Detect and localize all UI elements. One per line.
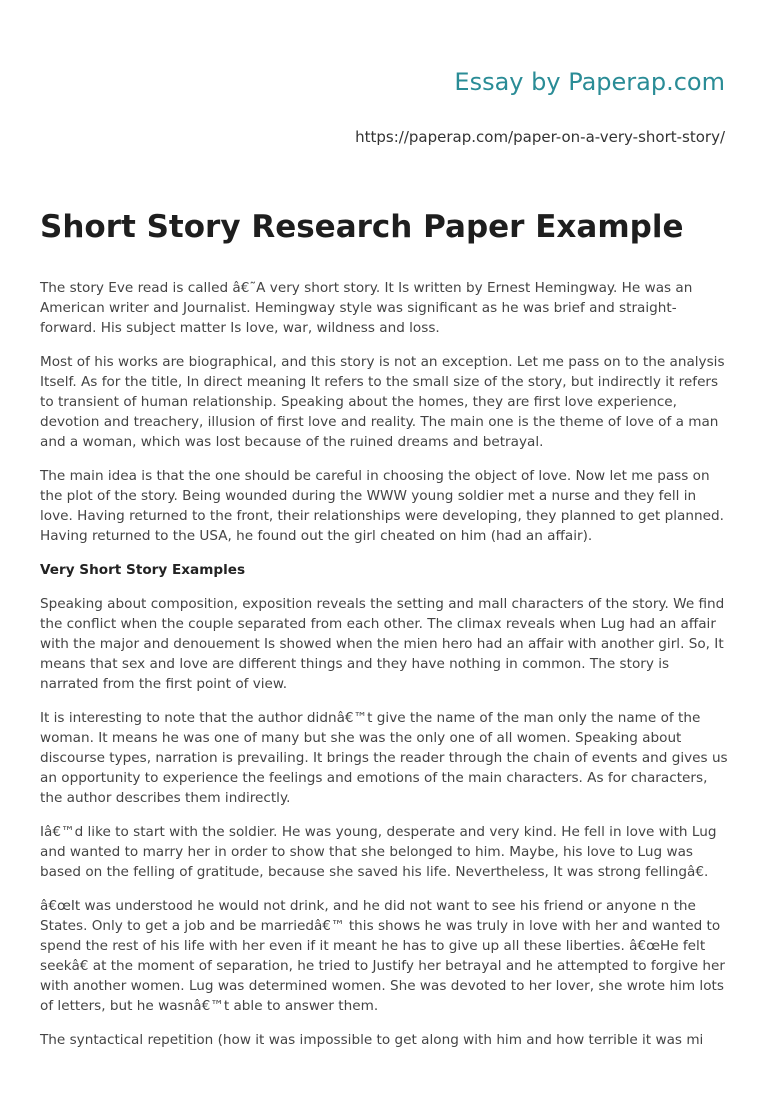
paragraph: The syntactical repetition (how it was impossible to get along with him and how terrible it was mi [40, 1032, 704, 1048]
page-title: Short Story Research Paper Example [40, 209, 684, 245]
paragraph: The main idea is that the one should be careful in choosing the object of love. Now let me pass on the plot of the story. Being wounded during the WWW young soldier met a nurse and they fell in love. Having returned to the front, their relationships were developing, they planned to get planned. Having returned to the USA, he found out the girl cheated on him (had an affair). [40, 468, 724, 544]
essay-body [40, 278, 730, 1064]
paragraph: Most of his works are biographical, and this story is not an exception. Let me pass on to the analysis Itself. As for the title, In direct meaning It refers to the small size of the story, but indirectly it refers to transient of human relationship. Speaking about the homes, they are first love experience, devotion and treachery, illusion of first love and reality. The main one is the theme of love of a man and a woman, which was lost because of the ruined dreams and betrayal. [40, 354, 725, 450]
brand-name[interactable]: Essay by Paperap.com [454, 68, 725, 96]
paragraph: â€œIt was understood he would not drink, and he did not want to see his friend or anyone n the States. Only to get a job and be marriedâ€™ this shows he was truly in love with her and wanted to spend the rest of his life with her even if it meant he has to give up all these liberties. â€œHe felt seekâ€ at the moment of separation, he tried to Justify her betrayal and he attempted to forgive her with another women. Lug was determined women. She was devoted to her lover, she wrote him lots of letters, but he wasnâ€™t able to answer them. [40, 898, 726, 1014]
paragraph: The story Eve read is called â€˜A very short story. It Is written by Ernest Hemingway. He was an American writer and Journalist. Hemingway style was significant as he was brief and straight-forward. His subject matter Is love, war, wildness and loss. [40, 280, 693, 336]
paragraph: Iâ€™d like to start with the soldier. He was young, desperate and very kind. He fell in love with Lug and wanted to marry her in order to show that she belonged to him. Maybe, his love to Lug was based on the felling of gratitude, because she saved his life. Nevertheless, It was strong fellingâ€. [40, 824, 717, 880]
paragraph: Speaking about composition, exposition reveals the setting and mall characters of the story. We find the conflict when the couple separated from each other. The climax reveals when Lug had an affair with the major and denouement Is showed when the mien hero had an affair with another girl. So, It means that sex and love are different things and they have nothing in common. The story is narrated from the first point of view. [40, 596, 725, 692]
section-subheading: Very Short Story Examples [40, 562, 246, 578]
paragraph: It is interesting to note that the author didnâ€™t give the name of the man only the name of the woman. It means he was one of many but she was the only one of all women. Speaking about discourse types, narration is prevailing. It brings the reader through the chain of events and gives us an opportunity to experience the feelings and emotions of the main characters. As for characters, the author describes them indirectly. [40, 710, 728, 806]
source-url[interactable]: https://paperap.com/paper-on-a-very-short-story/ [355, 128, 725, 146]
